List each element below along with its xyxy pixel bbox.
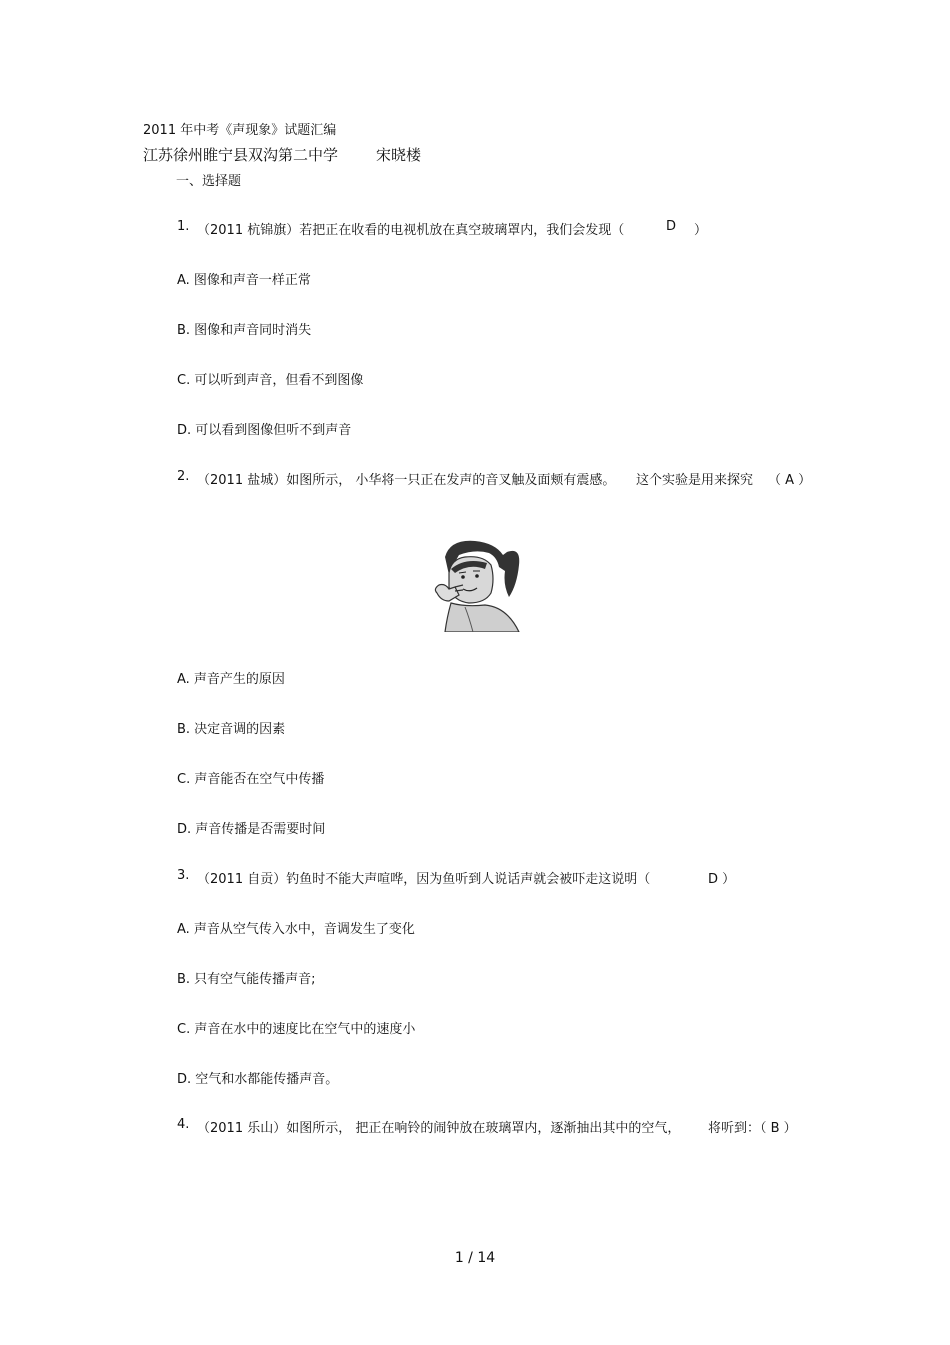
- doc-title: 2011 年中考《声现象》试题汇编: [143, 123, 337, 138]
- answer-label: D: [666, 219, 677, 234]
- question-text: （2011 乐山）如图所示， 把正在响铃的闹钟放在玻璃罩内，逐渐抽出其中的空气，: [197, 1121, 681, 1136]
- author-name: 宋晓楼: [376, 146, 422, 164]
- question-number: 1.: [177, 219, 190, 234]
- question-text: （2011 盐城）如图所示， 小华将一只正在发声的音叉触及面颊有震感。: [197, 473, 616, 488]
- option-a: A. 声音从空气传入水中，音调发生了变化: [177, 922, 415, 937]
- girl-tuning-fork-illustration: [425, 537, 525, 632]
- option-a: A. 声音产生的原因: [177, 672, 285, 687]
- option-d: D. 空气和水都能传播声音。: [177, 1072, 339, 1087]
- question-text: （2011 自贡）钓鱼时不能大声喧哗，因为鱼听到人说话声就会被吓走这说明（: [197, 872, 651, 887]
- option-b: B. 决定音调的因素: [177, 722, 286, 737]
- option-c: C. 可以听到声音，但看不到图像: [177, 373, 364, 388]
- question-text-2: 将听到：（ B ）: [708, 1121, 797, 1136]
- answer-label: D ）: [708, 872, 736, 887]
- question-number: 3.: [177, 868, 190, 883]
- option-d: D. 声音传播是否需要时间: [177, 822, 326, 837]
- question-number: 2.: [177, 469, 190, 484]
- section-heading: 一、选择题: [176, 174, 242, 189]
- option-d: D. 可以看到图像但听不到声音: [177, 423, 352, 438]
- page-number: 1 / 14: [454, 1250, 496, 1266]
- answer-close: ）: [694, 223, 708, 238]
- option-c: C. 声音在水中的速度比在空气中的速度小: [177, 1022, 416, 1037]
- question-text: （2011 杭锦旗）若把正在收看的电视机放在真空玻璃罩内，我们会发现（: [197, 223, 625, 238]
- answer-label: （ A ）: [768, 473, 812, 488]
- option-b: B. 只有空气能传播声音;: [177, 972, 316, 987]
- option-b: B. 图像和声音同时消失: [177, 323, 312, 338]
- school-name: 江苏徐州睢宁县双沟第二中学: [143, 146, 339, 164]
- question-text-2: 这个实验是用来探究: [636, 473, 754, 488]
- option-a: A. 图像和声音一样正常: [177, 273, 311, 288]
- option-c: C. 声音能否在空气中传播: [177, 772, 325, 787]
- question-number: 4.: [177, 1117, 190, 1132]
